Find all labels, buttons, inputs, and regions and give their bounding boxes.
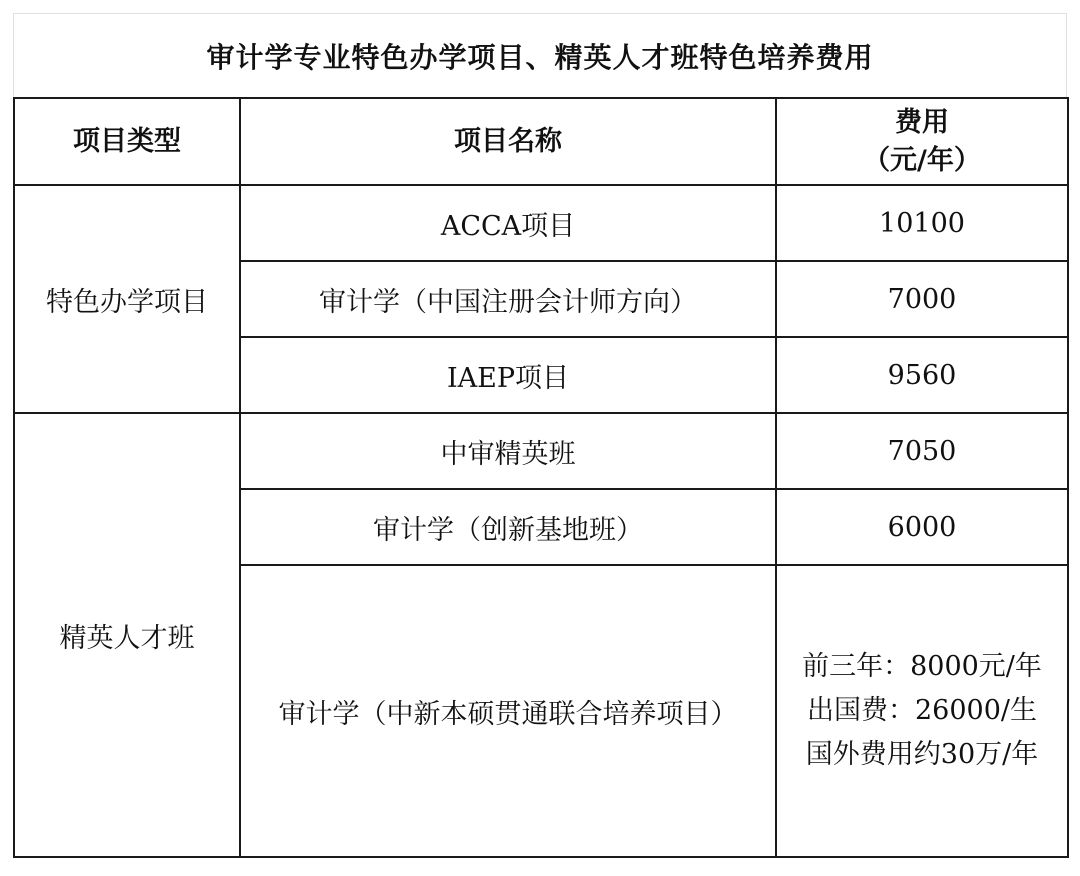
table-row [14, 413, 1068, 489]
fee-document [13, 13, 1067, 858]
fee-table [13, 97, 1069, 858]
fee-cell: 7000 [776, 261, 1068, 337]
header-project-name: 项目名称 [240, 98, 776, 185]
project-name-cell: 审计学（中新本硕贯通联合培养项目） [240, 565, 776, 857]
header-fee [776, 98, 1068, 185]
header-fee-unit: （元/年） [863, 144, 981, 176]
project-name-cell: 中审精英班 [240, 413, 776, 489]
fee-line: 国外费用约30万/年 [805, 739, 1039, 770]
fee-cell-multiline [776, 565, 1068, 857]
project-name-cell: 审计学（创新基地班） [240, 489, 776, 565]
fee-line: 前三年：8000元/年 [802, 651, 1042, 682]
project-name-cell: IAEP项目 [240, 337, 776, 413]
header-fee-label: 费用 [895, 106, 949, 138]
fee-cell: 9560 [776, 337, 1068, 413]
project-type-cell: 精英人才班 [14, 413, 240, 857]
project-name-cell: ACCA项目 [240, 185, 776, 261]
project-name-cell: 审计学（中国注册会计师方向） [240, 261, 776, 337]
table-row [14, 185, 1068, 261]
header-project-type: 项目类型 [14, 98, 240, 185]
table-header-row [14, 98, 1068, 185]
project-type-cell: 特色办学项目 [14, 185, 240, 413]
document-title: 审计学专业特色办学项目、精英人才班特色培养费用 [13, 13, 1067, 97]
fee-cell: 6000 [776, 489, 1068, 565]
fee-line: 出国费：26000/生 [807, 695, 1037, 726]
fee-cell: 7050 [776, 413, 1068, 489]
fee-cell: 10100 [776, 185, 1068, 261]
